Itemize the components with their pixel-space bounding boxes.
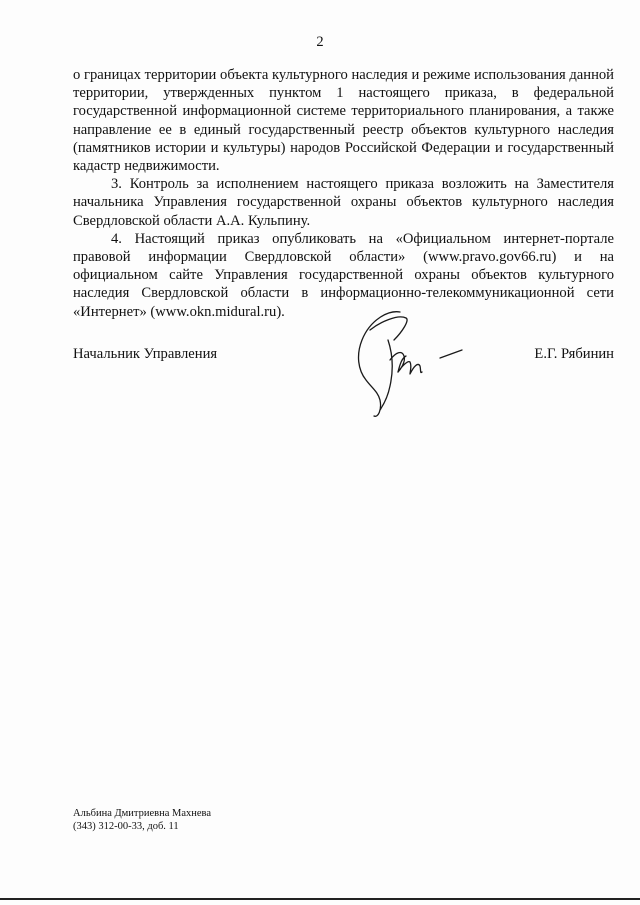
paragraph-continuation: о границах территории объекта культурного наследия и режиме использования данной территории, утвержденных пунктом 1 настоящего приказа, в федеральной государственной информационной системе территориального планирования, а также направление ее в единый государственный реестр объектов культурного наследия (памятников истории и культуры) народов Российской Федерации и государственный кадастр недвижимости. — [73, 67, 614, 175]
page-bottom-edge — [0, 898, 640, 900]
paragraph-item-4: 4. Настоящий приказ опубликовать на «Официальном интернет-портале правовой информации Свердловской области» (www.pravo.gov66.ru) и на официальном сайте Управления государственной охраны объектов культурного наследия Свердловской области в информационно-телекоммуникационной сети «Интернет» (www.okn.midural.ru). — [73, 230, 614, 320]
document-body — [73, 66, 614, 321]
executor-phone: (343) 312-00-33, доб. 11 — [73, 821, 179, 832]
page-number: 2 — [316, 34, 324, 50]
signatory-name: Е.Г. Рябинин — [534, 346, 614, 362]
paragraph-item-3: 3. Контроль за исполнением настоящего приказа возложить на Заместителя начальника Управления государственной охраны объектов культурного наследия Свердловской области А.А. Кульпину. — [73, 176, 614, 229]
signatory-position: Начальник Управления — [73, 346, 218, 362]
signature-block — [73, 346, 614, 366]
executor-footer — [73, 807, 211, 833]
executor-name: Альбина Дмитриевна Махнева — [73, 808, 212, 819]
